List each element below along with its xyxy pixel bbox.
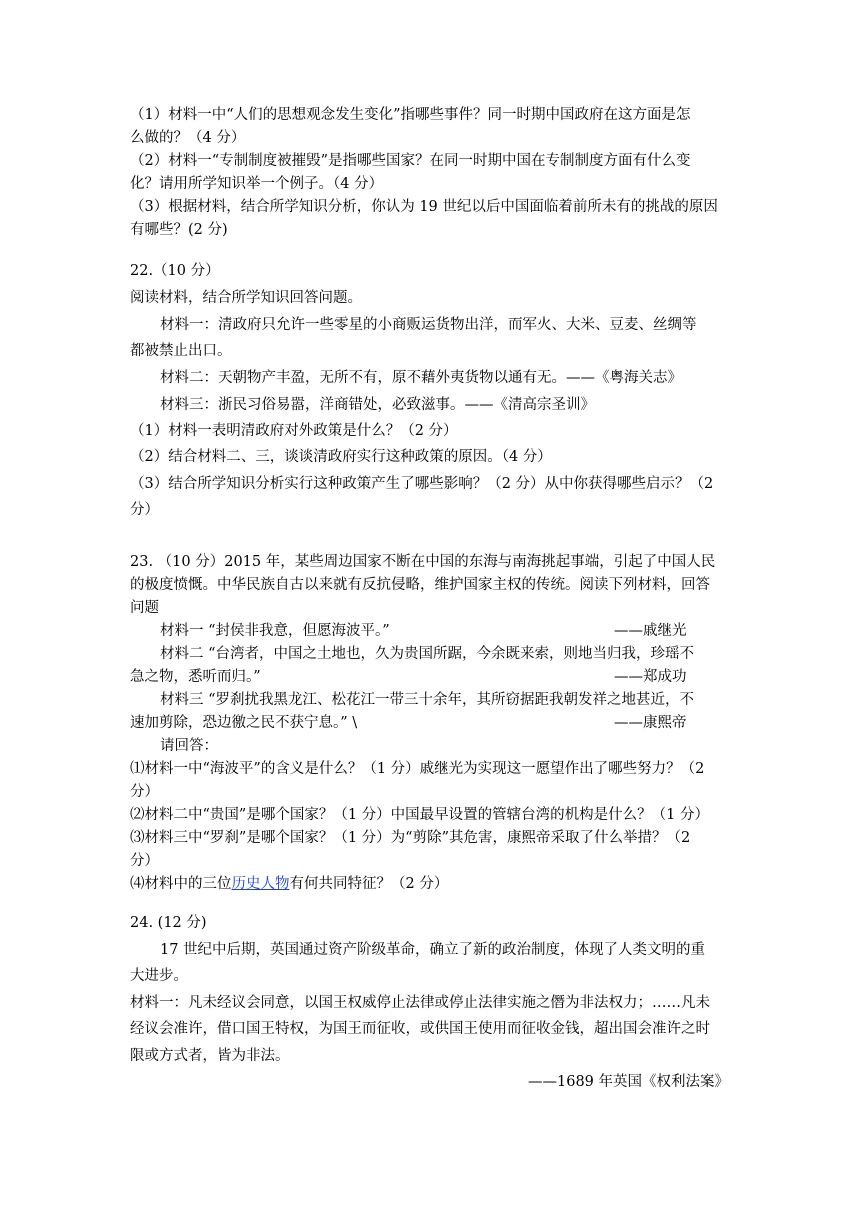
q23-material1: 材料一 “封侯非我意，但愿海波平。”	[160, 623, 390, 639]
q23-sub2: ⑵材料二中“贵国”是哪个国家？（1 分）中国最早设置的管辖台湾的机构是什么？（1 分）	[130, 807, 709, 823]
q23-sub1-line1: ⑴材料一中“海波平”的含义是什么？（1 分）戚继光为实现这一愿望作出了哪些努力？（2	[130, 761, 705, 777]
q22-material1-line1: 材料一：清政府只允许一些零星的小商贩运货物出洋，而军火、大米、豆麦、丝绸等	[160, 317, 697, 333]
q23-answer-prompt: 请回答：	[160, 738, 218, 754]
q22-sub3-line1: （3）结合所学知识分析实行这种政策产生了哪些影响？（2 分）从中你获得哪些启示？（2	[130, 476, 714, 492]
q24-material1-line1: 材料一：凡未经议会同意，以国王权威停止法律或停止法律实施之僭为非法权力；……凡未	[130, 995, 710, 1011]
q21-sub1-line1: （1）材料一中“人们的思想观念发生变化”指哪些事件？同一时期中国政府在这方面是怎	[130, 107, 691, 123]
q23-material2-line2: 急之物，悉听而归。”	[130, 669, 261, 685]
q23-sub1-line2: 分）	[130, 784, 159, 800]
q23-sub3-line1: ⑶材料三中“罗刹”是哪个国家？（1 分）为“剪除”其危害，康熙帝采取了什么举措？（2	[130, 830, 691, 846]
q22-material1-line2: 都被禁止出口。	[130, 343, 232, 359]
q23-intro-line1: 23. （10 分）2015 年，某些周边国家不断在中国的东海与南海挑起事端，引起了中国人民	[130, 554, 716, 570]
q22-material3: 材料三：浙民习俗易嚣，洋商错处，必致滋事。——《清高宗圣训》	[160, 397, 595, 413]
q23-sub3-line2: 分）	[130, 853, 159, 869]
q22-sub3-line2: 分）	[130, 502, 159, 518]
q24-material1-line3: 限或方式者，皆为非法。	[130, 1048, 290, 1064]
q23-sub4-prefix: ⑷材料中的三位	[130, 876, 232, 892]
q22-heading: 22.（10 分）	[130, 263, 220, 279]
q23-material3-source: ——康熙帝	[614, 715, 687, 731]
q23-material2-source: ——郑成功	[614, 669, 687, 685]
q23-material3-line2: 速加剪除，恐边徼之民不获宁息。” \	[130, 715, 358, 731]
q23-intro-line3: 问题	[130, 600, 159, 616]
q21-sub2-line2: 化？请用所学知识举一个例子。（4 分）	[130, 176, 384, 192]
q24-material1-line2: 经议会准许，借口国王特权，为国王而征收，或供国王使用而征收金钱，超出国会准许之时	[130, 1021, 710, 1037]
q24-heading: 24. (12 分)	[130, 915, 207, 931]
q21-sub3-line1: （3）根据材料，结合所学知识分析，你认为 19 世纪以后中国面临着前所未有的挑战的原因	[130, 199, 718, 215]
q23-intro-line2: 的极度愤慨。中华民族自古以来就有反抗侵略，维护国家主权的传统。阅读下列材料，回答	[130, 577, 710, 593]
q22-intro: 阅读材料，结合所学知识回答问题。	[130, 290, 362, 306]
q24-material1-source: ——1689 年英国《权利法案》	[528, 1074, 730, 1090]
q21-sub3-line2: 有哪些？(2 分)	[130, 222, 228, 238]
q22-sub1: （1）材料一表明清政府对外政策是什么？（2 分）	[130, 423, 458, 439]
q22-material2: 材料二：天朝物产丰盈，无所不有，原不藉外夷货物以通有无。——《粤海关志》	[160, 370, 682, 386]
q23-sub4	[130, 873, 448, 896]
q22-sub2: （2）结合材料二、三，谈谈清政府实行这种政策的原因。（4 分）	[130, 449, 552, 465]
q23-material2-line1: 材料二 “台湾者，中国之土地也，久为贵国所踞，今余既来索，则地当归我，珍瑶不	[160, 646, 695, 662]
q24-intro-line1: 17 世纪中后期，英国通过资产阶级革命，确立了新的政治制度，体现了人类文明的重	[160, 942, 706, 958]
q21-sub2-line1: （2）材料一“专制制度被摧毁”是指哪些国家？在同一时期中国在专制制度方面有什么变	[130, 153, 691, 169]
q23-material3-line1: 材料三 “罗刹扰我黑龙江、松花江一带三十余年，其所窃据距我朝发祥之地甚近，不	[160, 692, 695, 708]
q21-sub1-line2: 么做的？（4 分）	[130, 130, 246, 146]
q24-intro-line2: 大进步。	[130, 968, 188, 984]
q23-sub4-suffix: 有何共同特征？（2 分）	[289, 876, 449, 892]
q23-material1-source: ——戚继光	[614, 623, 687, 639]
history-figures-link[interactable]: 历史人物	[231, 876, 290, 892]
